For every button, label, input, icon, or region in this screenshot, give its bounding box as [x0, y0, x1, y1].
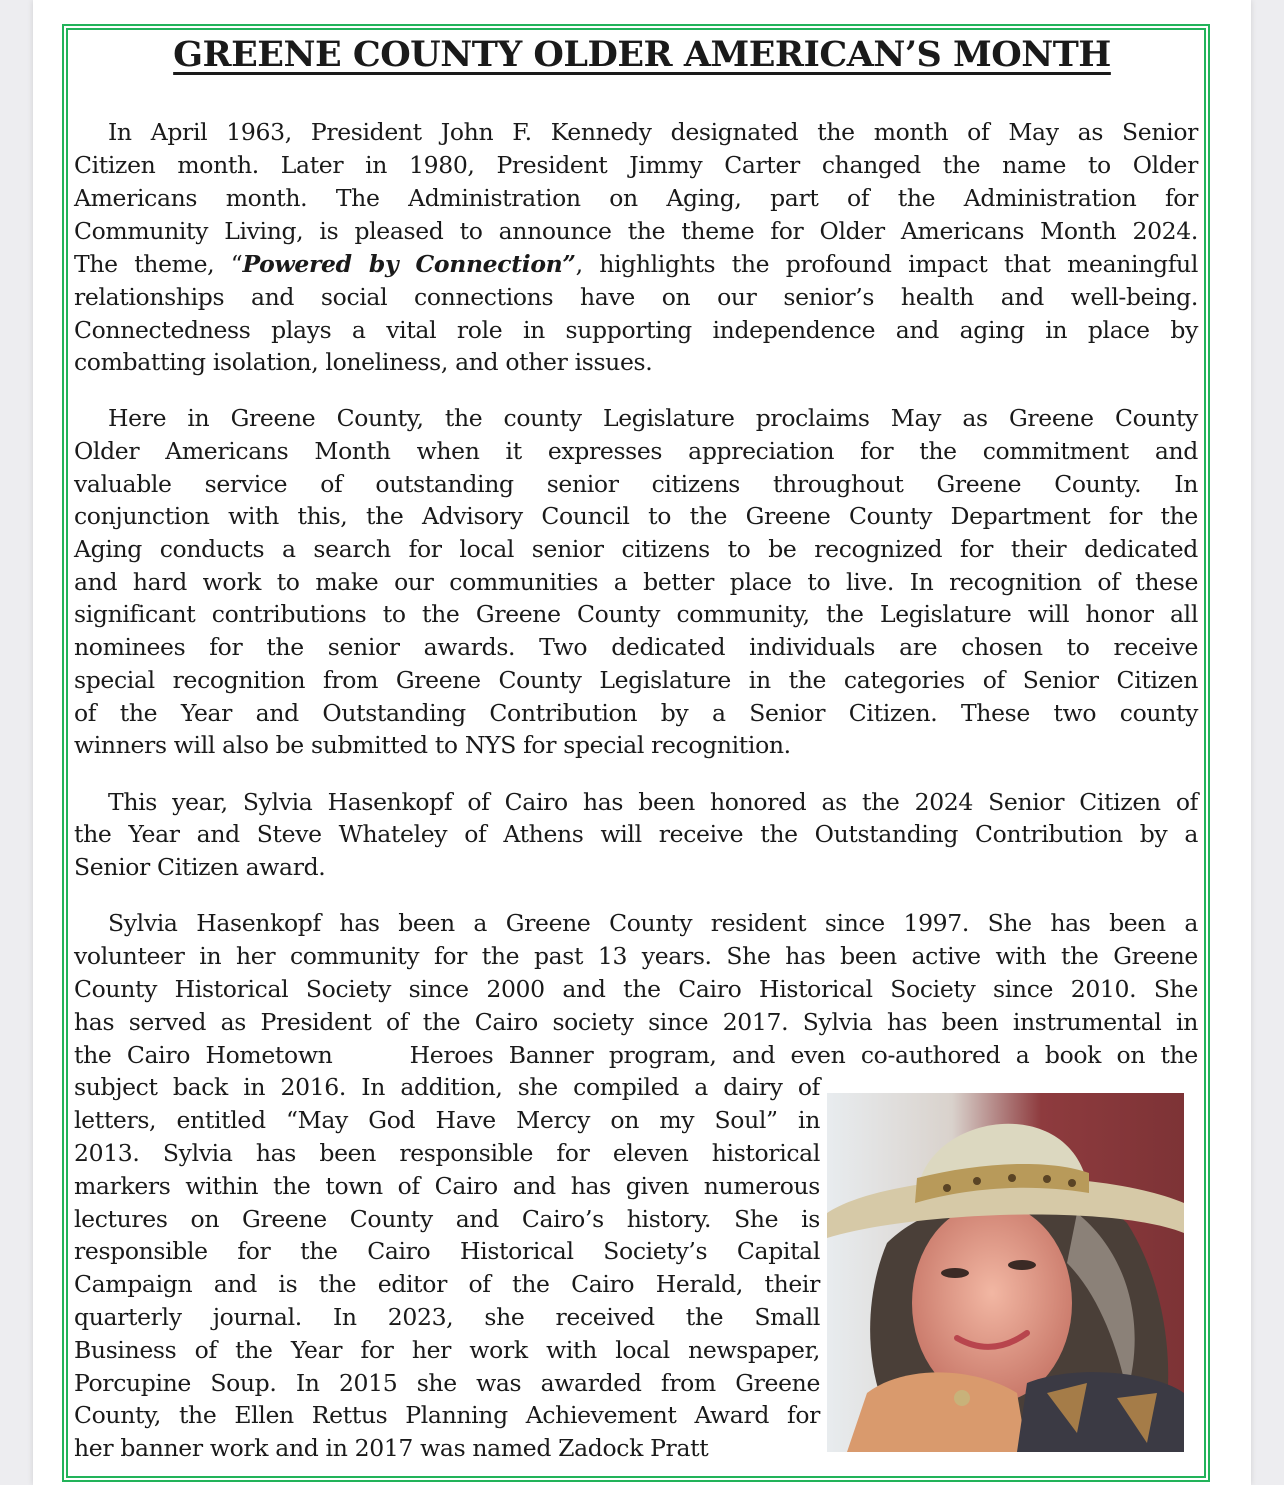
- text-line: Campaign and is the editor of the Cairo Herald, their: [74, 1270, 820, 1298]
- text-line: Porcupine Soup. In 2015 she was awarded from Greene: [74, 1369, 820, 1397]
- theme-suffix: , highlights the profound impact that meaningful: [575, 250, 1199, 278]
- text-line: conjunction with this, the Advisory Council to the Greene County Department for the: [74, 502, 1198, 530]
- text-line: Older Americans Month when it expresses appreciation for the commitment and: [74, 437, 1198, 465]
- text-line: has served as President of the Cairo society since 2017. Sylvia has been instrumental in: [74, 1008, 1198, 1036]
- text-line: Citizen month. Later in 1980, President Jimmy Carter changed the name to Older: [74, 151, 1198, 179]
- text-line: Aging conducts a search for local senior citizens to be recognized for their dedicated: [74, 535, 1198, 563]
- theme-name: Powered by Connection”: [242, 250, 576, 278]
- text-line: combatting isolation, loneliness, and other issues.: [74, 348, 653, 376]
- text-line: subject back in 2016. In addition, she compiled a dairy of: [74, 1073, 820, 1101]
- text-line: her banner work and in 2017 was named Zadock Pratt: [74, 1434, 709, 1462]
- text-line: of the Year and Outstanding Contribution by a Senior Citizen. These two county: [74, 699, 1198, 727]
- text-line: volunteer in her community for the past 13 years. She has been active with the Greene: [74, 942, 1198, 970]
- theme-line: [74, 248, 1198, 281]
- text-line: markers within the town of Cairo and has given numerous: [74, 1172, 820, 1200]
- text-line: Americans month. The Administration on Aging, part of the Administration for: [74, 184, 1198, 212]
- text-line: Sylvia Hasenkopf has been a Greene County resident since 1997. She has been a: [108, 909, 1198, 937]
- text-line: winners will also be submitted to NYS for special recognition.: [74, 731, 791, 759]
- text-line: lectures on Greene County and Cairo’s history. She is: [74, 1205, 820, 1233]
- text-line: and hard work to make our communities a better place to live. In recognition of these: [74, 568, 1198, 596]
- text-line: responsible for the Cairo Historical Society’s Capital: [74, 1237, 820, 1265]
- text-line: the Year and Steve Whateley of Athens will receive the Outstanding Contribution by a: [74, 820, 1198, 848]
- text-line: In April 1963, President John F. Kennedy designated the month of May as Senior: [108, 118, 1198, 146]
- text-line: quarterly journal. In 2023, she received the Small: [74, 1303, 820, 1331]
- text-line: significant contributions to the Greene County community, the Legislature will honor all: [74, 600, 1198, 628]
- text-line: County, the Ellen Rettus Planning Achievement Award for: [74, 1401, 820, 1429]
- text-line: Here in Greene County, the county Legislature proclaims May as Greene County: [108, 404, 1198, 432]
- text-line: Connectedness plays a vital role in supporting independence and aging in place by: [74, 316, 1198, 344]
- text-line: special recognition from Greene County Legislature in the categories of Senior Citizen: [74, 666, 1198, 694]
- text-line: nominees for the senior awards. Two dedicated individuals are chosen to receive: [74, 633, 1198, 661]
- photo-portrait-icon: [827, 1093, 1184, 1452]
- text-line: 2013. Sylvia has been responsible for eleven historical: [74, 1139, 820, 1167]
- text-line: Business of the Year for her work with local newspaper,: [74, 1336, 820, 1364]
- text-line: valuable service of outstanding senior citizens throughout Greene County. In: [74, 470, 1198, 498]
- theme-prefix: The theme, “: [74, 250, 243, 278]
- text-line: Community Living, is pleased to announce the theme for Older Americans Month 2024.: [74, 217, 1198, 245]
- text-line: relationships and social connections have on our senior’s health and well-being.: [74, 283, 1198, 311]
- text-line: the Cairo Hometown Heroes Banner program, and even co-authored a book on the: [74, 1041, 1198, 1069]
- portrait-photo: [827, 1093, 1184, 1452]
- title-text: GREENE COUNTY OLDER AMERICAN’S MONTH: [173, 34, 1111, 75]
- text-line: County Historical Society since 2000 and the Cairo Historical Society since 2010. She: [74, 975, 1198, 1003]
- text-line: This year, Sylvia Hasenkopf of Cairo has been honored as the 2024 Senior Citizen of: [108, 788, 1198, 816]
- page-title: [0, 34, 1284, 75]
- text-line: letters, entitled “May God Have Mercy on my Soul” in: [74, 1106, 820, 1134]
- text-line: Senior Citizen award.: [74, 853, 326, 881]
